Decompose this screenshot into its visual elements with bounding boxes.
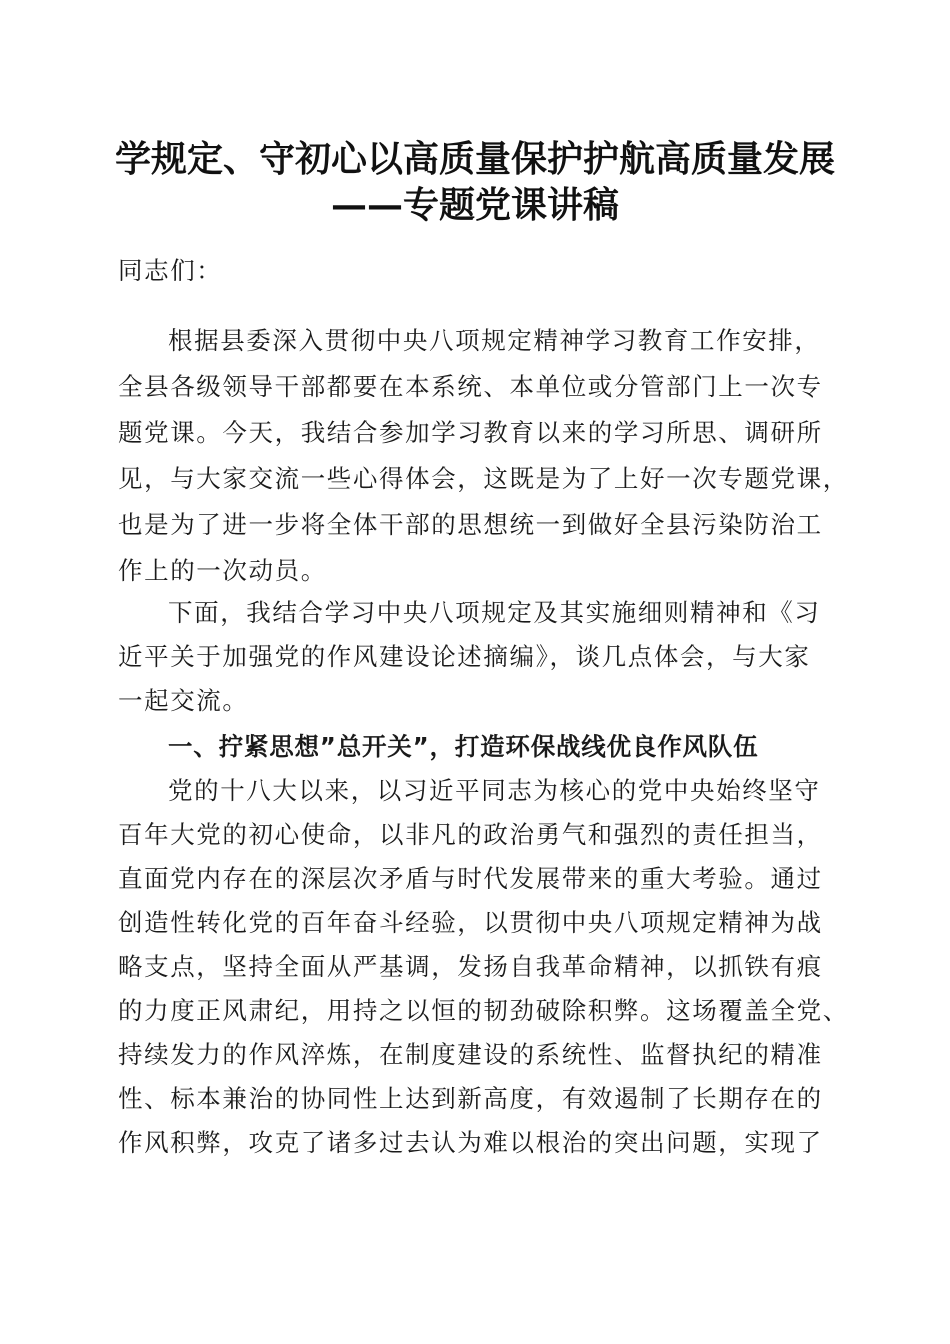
paragraph-line: 也是为了进一步将全体干部的思想统一到做好全县污染防治工: [118, 510, 823, 539]
paragraph-line: 一起交流。: [118, 686, 249, 715]
paragraph-line: 作上的一次动员。: [118, 556, 327, 585]
paragraph-line: 直面党内存在的深层次矛盾与时代发展带来的重大考验。通过: [118, 864, 823, 893]
document-subtitle: ——专题党课讲稿: [330, 184, 619, 226]
paragraph-line: 创造性转化党的百年奋斗经验，以贯彻中央八项规定精神为战: [118, 908, 823, 937]
paragraph-line: 根据县委深入贯彻中央八项规定精神学习教育工作安排，: [168, 326, 821, 355]
document-title: 学规定、守初心以高质量保护护航高质量发展: [114, 138, 835, 180]
paragraph-line: 性、标本兼治的协同性上达到新高度，有效遏制了长期存在的: [118, 1084, 823, 1113]
paragraph-line: 持续发力的作风淬炼，在制度建设的系统性、监督执纪的精准: [118, 1040, 823, 1069]
paragraph-line: 见，与大家交流一些心得体会，这既是为了上好一次专题党课，: [118, 464, 849, 493]
paragraph-line: 党的十八大以来，以习近平同志为核心的党中央始终坚守: [168, 776, 821, 805]
section-heading: 一、拧紧思想”总开关”，打造环保战线优良作风队伍: [168, 732, 759, 761]
paragraph-line: 百年大党的初心使命，以非凡的政治勇气和强烈的责任担当，: [118, 820, 823, 849]
paragraph-line: 作风积弊，攻克了诸多过去认为难以根治的突出问题，实现了: [118, 1128, 823, 1157]
paragraph-line: 略支点，坚持全面从严基调，发扬自我革命精神，以抓铁有痕: [118, 952, 823, 981]
paragraph-line: 的力度正风肃纪，用持之以恒的韧劲破除积弊。这场覆盖全党、: [118, 996, 849, 1025]
greeting: 同志们：: [118, 256, 223, 285]
paragraph-line: 下面，我结合学习中央八项规定及其实施细则精神和《习: [168, 598, 821, 627]
paragraph-line: 近平关于加强党的作风建设论述摘编》，谈几点体会，与大家: [118, 642, 811, 671]
paragraph-line: 全县各级领导干部都要在本系统、本单位或分管部门上一次专: [118, 372, 823, 401]
paragraph-line: 题党课。今天，我结合参加学习教育以来的学习所思、调研所: [118, 418, 823, 447]
